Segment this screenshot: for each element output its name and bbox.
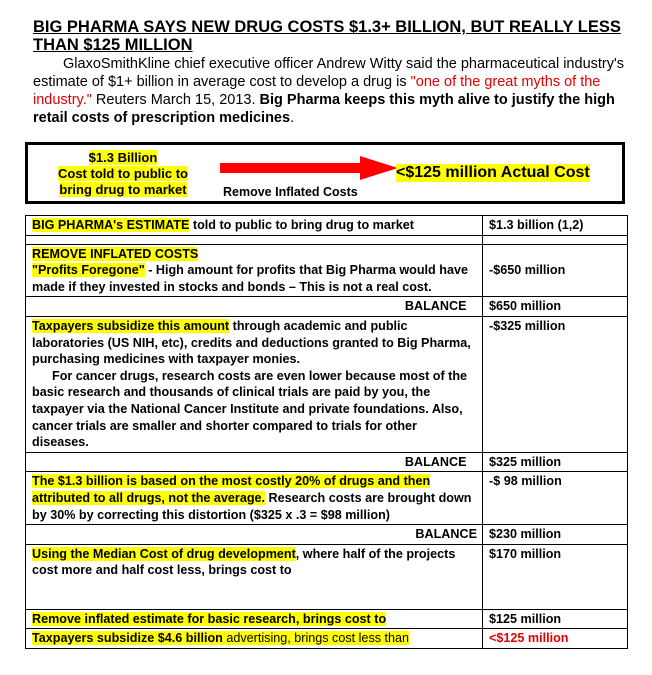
table-row — [26, 297, 628, 317]
balance-value-2: $325 million — [483, 452, 628, 472]
intro-bold: Big Pharma keeps this myth alive to justify the high retail costs of prescription medicines — [33, 92, 615, 126]
intro-text-2: Reuters March 15, 2013. — [91, 92, 260, 108]
banner-estimate — [58, 150, 188, 198]
row-taxpayers-value: -$325 million — [483, 316, 628, 452]
row-estimate-desc — [26, 216, 483, 236]
row-distortion-value: -$ 98 million — [483, 472, 628, 525]
balance-label — [26, 452, 483, 472]
median-highlight: Using the Median Cost of drug development — [32, 546, 296, 561]
balance-value-3: $230 million — [483, 525, 628, 545]
table-row — [26, 244, 628, 297]
row-median-value: $170 million — [483, 544, 628, 609]
right-arrow-icon — [220, 156, 398, 180]
cost-banner — [25, 142, 625, 204]
row-profits-value — [483, 244, 628, 297]
balance-text: BALANCE — [404, 299, 467, 314]
row-distortion-desc — [26, 472, 483, 525]
balance-text: BALANCE — [404, 454, 467, 469]
table-row — [26, 609, 628, 629]
taxpayers-rest: through academic and public laboratories (US NIH, etc), credits and deductions granted to Big Pharma, purchasing medicines with taxpayer monies. — [32, 318, 471, 367]
intro-text-1: GlaxoSmithKline chief executive officer Andrew Witty said the pharmaceutical industry's estimate of $1+ billion in average cost to develop a drug is — [33, 56, 625, 90]
table-row — [26, 216, 628, 236]
balance-label — [26, 297, 483, 317]
distortion-rest: Research costs are brought down by 30% by correcting this distortion ($325 x .3 = $98 million) — [32, 490, 472, 522]
balance-label — [26, 525, 483, 545]
table-row — [26, 472, 628, 525]
table-row — [26, 525, 628, 545]
section-heading: REMOVE INFLATED COSTS — [32, 246, 199, 261]
row-taxpayers-desc — [26, 316, 483, 452]
page-title: BIG PHARMA SAYS NEW DRUG COSTS $1.3+ BILLION, BUT REALLY LESS THAN $125 MILLION — [33, 18, 621, 54]
intro-quote: "one of the great myths of the industry." — [33, 74, 601, 108]
table-row — [26, 544, 628, 609]
table-row — [26, 316, 628, 452]
row-estimate-value: $1.3 billion (1,2) — [483, 216, 628, 236]
median-rest: , where half of the projects cost more and half cost less, brings cost to — [32, 546, 456, 578]
profits-rest: - High amount for profits that Big Pharma would have made if they invested in stocks and bonds – This is not a real cost. — [32, 263, 468, 294]
advertising-rest: advertising, brings cost less than — [222, 631, 410, 646]
row-research-desc — [26, 609, 483, 629]
row-median-desc — [26, 544, 483, 609]
banner-actual-cost: <$125 million Actual Cost — [396, 164, 590, 181]
gap-cell — [483, 235, 628, 244]
row-advertising-desc — [26, 629, 483, 649]
banner-line2: Cost told to public to — [58, 166, 188, 181]
balance-value-1: $650 million — [483, 297, 628, 317]
table-row — [26, 452, 628, 472]
advertising-highlight: Taxpayers subsidize $4.6 billion — [32, 631, 223, 646]
intro-paragraph — [33, 55, 625, 127]
profits-value: -$650 million — [489, 263, 566, 278]
gap-cell — [26, 235, 483, 244]
distortion-highlight: The $1.3 billion is based on the most costly 20% of drugs and then attributed to all drugs, not the average. — [32, 474, 431, 505]
taxpayers-highlight: Taxpayers subsidize this amount — [32, 318, 230, 333]
cancer-text: For cancer drugs, research costs are even lower because most of the basic research and thousands of clinical trials are paid by you, the taxpayer via the National Cancer Institute and private foundations. Also, cancer trials are smaller and shorter compared to trials for other diseases. — [32, 368, 468, 450]
profits-highlight: "Profits Foregone" — [32, 263, 145, 278]
table-row — [26, 629, 628, 649]
cost-table — [25, 215, 628, 649]
banner-line1: $1.3 Billion — [88, 150, 158, 165]
banner-remove-label: Remove Inflated Costs — [223, 185, 358, 199]
research-highlight: Remove inflated estimate for basic research, brings cost to — [32, 611, 387, 626]
row-research-value: $125 million — [483, 609, 628, 629]
row-advertising-value: <$125 million — [483, 629, 628, 649]
intro-end: . — [290, 110, 295, 126]
balance-text: BALANCE — [415, 527, 477, 542]
estimate-highlight: BIG PHARMA's ESTIMATE — [32, 218, 190, 232]
estimate-rest: told to public to bring drug to market — [189, 218, 414, 232]
row-profits-desc — [26, 244, 483, 297]
banner-line3: bring drug to market — [59, 182, 187, 197]
